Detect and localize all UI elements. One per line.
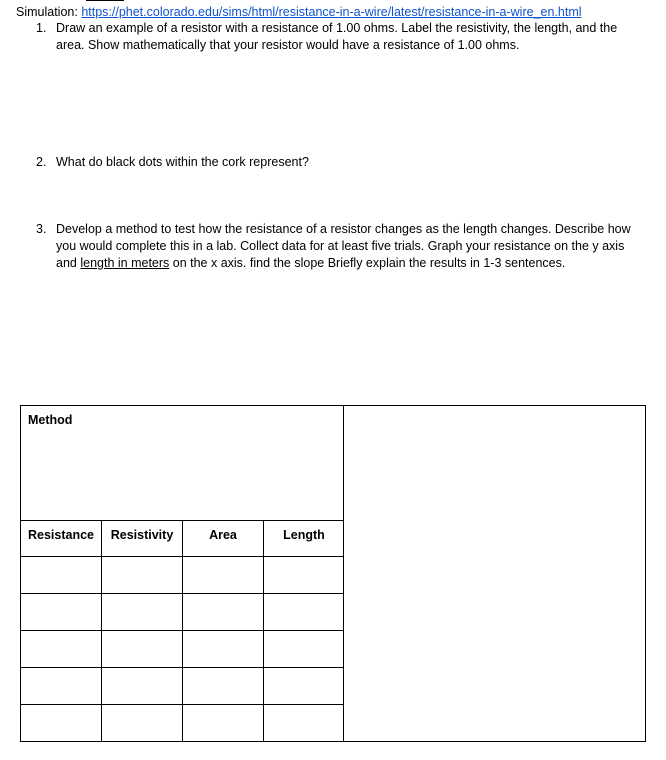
simulation-link[interactable]: https://phet.colorado.edu/sims/html/resistance-in-a-wire/latest/resistance-in-a-wire_en.html xyxy=(81,5,582,19)
question-number: 1. xyxy=(36,21,47,35)
question-text: What do black dots within the cork represent? xyxy=(56,155,309,169)
simulation-label: Simulation: xyxy=(16,5,82,19)
column-header-resistivity: Resistivity xyxy=(110,528,174,542)
question-3 xyxy=(36,221,636,272)
table-column-divider xyxy=(182,520,183,742)
simulation-line xyxy=(16,5,582,19)
question-text: Draw an example of a resistor with a resistance of 1.00 ohms. Label the resistivity, the length, and the area. Show mathematically that your resistor would have a resistance of 1.00 ohms. xyxy=(56,21,618,52)
column-header-resistance: Resistance xyxy=(27,528,94,542)
header-rule xyxy=(86,0,124,1)
graph-area-divider xyxy=(343,405,344,742)
underlined-phrase: length in meters xyxy=(80,256,170,270)
column-header-area: Area xyxy=(209,528,237,542)
answer-table-frame xyxy=(20,405,646,742)
question-text xyxy=(56,221,636,272)
method-label: Method xyxy=(28,413,73,427)
question-2 xyxy=(36,154,636,171)
question-text-part: on the x axis. find the slope Briefly explain the results in 1-3 sentences. xyxy=(169,256,566,270)
question-number: 3. xyxy=(36,222,47,236)
column-header-length: Length xyxy=(283,528,325,542)
table-column-divider xyxy=(101,520,102,742)
question-number: 2. xyxy=(36,155,47,169)
table-column-divider xyxy=(263,520,264,742)
question-text-part: Develop a method to test how the resistance of a resistor changes as the length changes. Describe how you would complete this in a lab. Collect data for at least five trials. Graph your resistance on the y axis and xyxy=(56,222,631,270)
question-1 xyxy=(36,20,636,54)
